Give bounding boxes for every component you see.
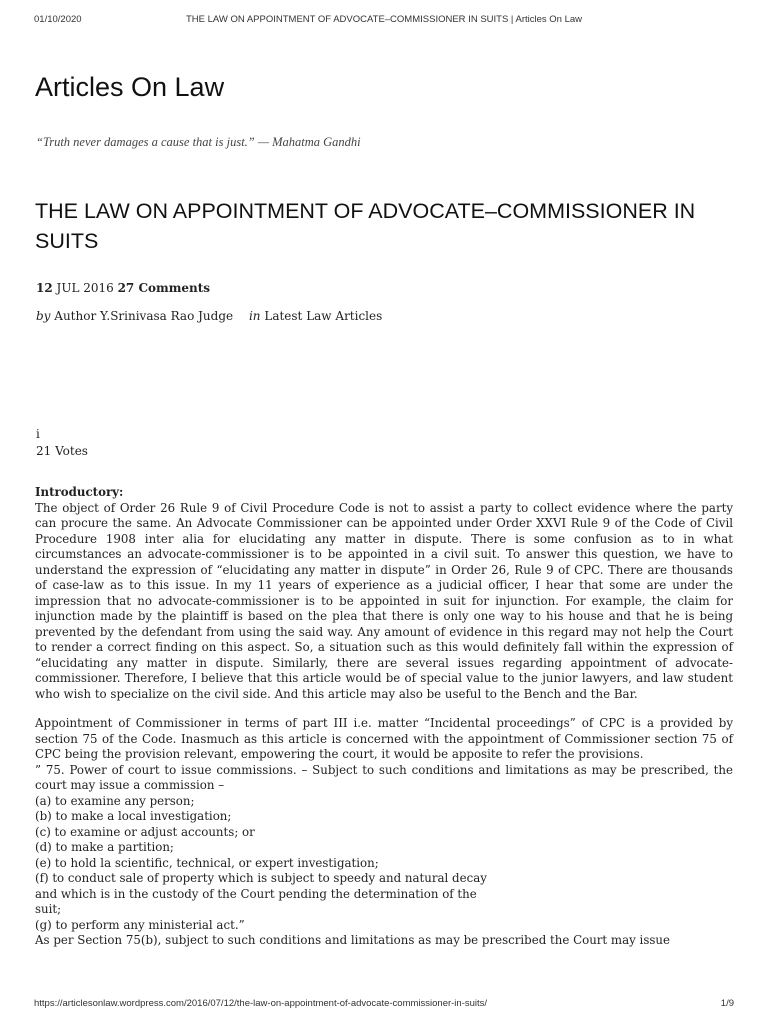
- print-page-number: 1/9: [720, 998, 734, 1009]
- section75b-text: As per Section 75(b), subject to such conditions and limitations as may be prescribed the Court may issue: [35, 933, 671, 947]
- section75-quote: [35, 763, 733, 794]
- rating-star-icon[interactable]: i: [36, 427, 40, 441]
- print-header: [34, 14, 734, 28]
- list-item: (f) to conduct sale of property which is subject to speedy and natural decay: [35, 871, 487, 885]
- list-item: (c) to examine or adjust accounts; or: [35, 824, 255, 839]
- post-date-month-year: JUL 2016: [52, 281, 118, 295]
- print-url: https://articlesonlaw.wordpress.com/2016/07/12/the-law-on-appointment-of-advocate-commissioner-in-suits/: [34, 998, 488, 1009]
- list-item: (b) to make a local investigation;: [35, 809, 232, 823]
- list-item: and which is in the custody of the Court pending the determination of the: [35, 886, 477, 901]
- intro-heading: Introductory:: [35, 485, 124, 499]
- intro-text: The object of Order 26 Rule 9 of Civil Procedure Code is not to assist a party to collect evidence where the party can procure the same. An Advocate Commissioner can be appointed under Order XXVI Rule 9 of the Code of Civil Procedure 1908 inter alia for elucidating any matter in dispute. There is some confusion as to in what circumstances an advocate-commissioner is to be appointed in a civil suit. To answer this question, we have to understand the expression of “elucidating any matter in dispute” in Order 26, Rule 9 of CPC. There are thousands of case-law as to this issue. In my 11 years of experience as a judicial officer, I hear that some are under the impression that no advocate-commissioner is to be appointed in suit for injunction. For example, the claim for injunction made by the plaintiff is based on the plea that there is only one way to his house and that he is being prevented by the defendant from using the said way. Any amount of evidence in this regard may not help the Court to render a correct finding on this aspect. So, a situation such as this would definitely fall within the expression of “elucidating any matter in dispute. Similarly, there are several issues regarding appointment of advocate-commissioner. Therefore, I believe that this article would be of special value to the junior lawyers, and law student who wish to specialize on the civil side. And this article may also be useful to the Bench and the Bar.: [35, 500, 733, 701]
- section75-intro-text: Appointment of Commissioner in terms of part III i.e. matter “Incidental proceedings” of CPC is a provided by section 75 of the Code. Inasmuch as this article is concerned with the appointment of Commissioner section 75 of CPC being the provision relevant, empowering the court, it would be apposite to refer the provisions.: [35, 716, 733, 761]
- post-title: THE LAW ON APPOINTMENT OF ADVOCATE–COMMISSIONER IN SUITS: [35, 199, 696, 253]
- post-meta-date: [36, 281, 210, 295]
- print-date: 01/10/2020: [34, 14, 82, 25]
- site-tagline: “Truth never damages a cause that is just.” — Mahatma Gandhi: [36, 135, 361, 149]
- post-byline: [36, 309, 382, 323]
- by-label: by: [36, 309, 51, 323]
- list-item: (g) to perform any ministerial act.”: [35, 917, 245, 932]
- print-page-title: THE LAW ON APPOINTMENT OF ADVOCATE–COMMISSIONER IN SUITS | Articles On Law: [185, 14, 583, 25]
- article-body: [35, 485, 733, 949]
- list-item: (a) to examine any person;: [35, 793, 195, 808]
- section75b-paragraph: [35, 933, 733, 949]
- author-link[interactable]: Author Y.Srinivasa Rao Judge: [50, 309, 234, 323]
- category-link[interactable]: Latest Law Articles: [260, 309, 383, 323]
- rating-widget: [36, 426, 88, 460]
- in-label: in: [248, 309, 261, 323]
- section75-paragraph: [35, 716, 733, 763]
- site-title-link[interactable]: Articles On Law: [35, 72, 225, 102]
- intro-paragraph: [35, 485, 733, 702]
- list-item: (d) to make a partition;: [35, 840, 174, 854]
- list-item: (e) to hold la scientific, technical, or expert investigation;: [35, 855, 379, 870]
- post-date-day: 12: [36, 281, 53, 295]
- print-footer: [34, 998, 734, 1012]
- comments-link[interactable]: 27 Comments: [117, 281, 211, 295]
- commission-list: [35, 794, 733, 934]
- section75-text: ” 75. Power of court to issue commissions. – Subject to such conditions and limitations as may be prescribed, the court may issue a commission –: [35, 762, 733, 792]
- list-item: suit;: [35, 902, 62, 916]
- rating-votes: 21 Votes: [36, 444, 88, 458]
